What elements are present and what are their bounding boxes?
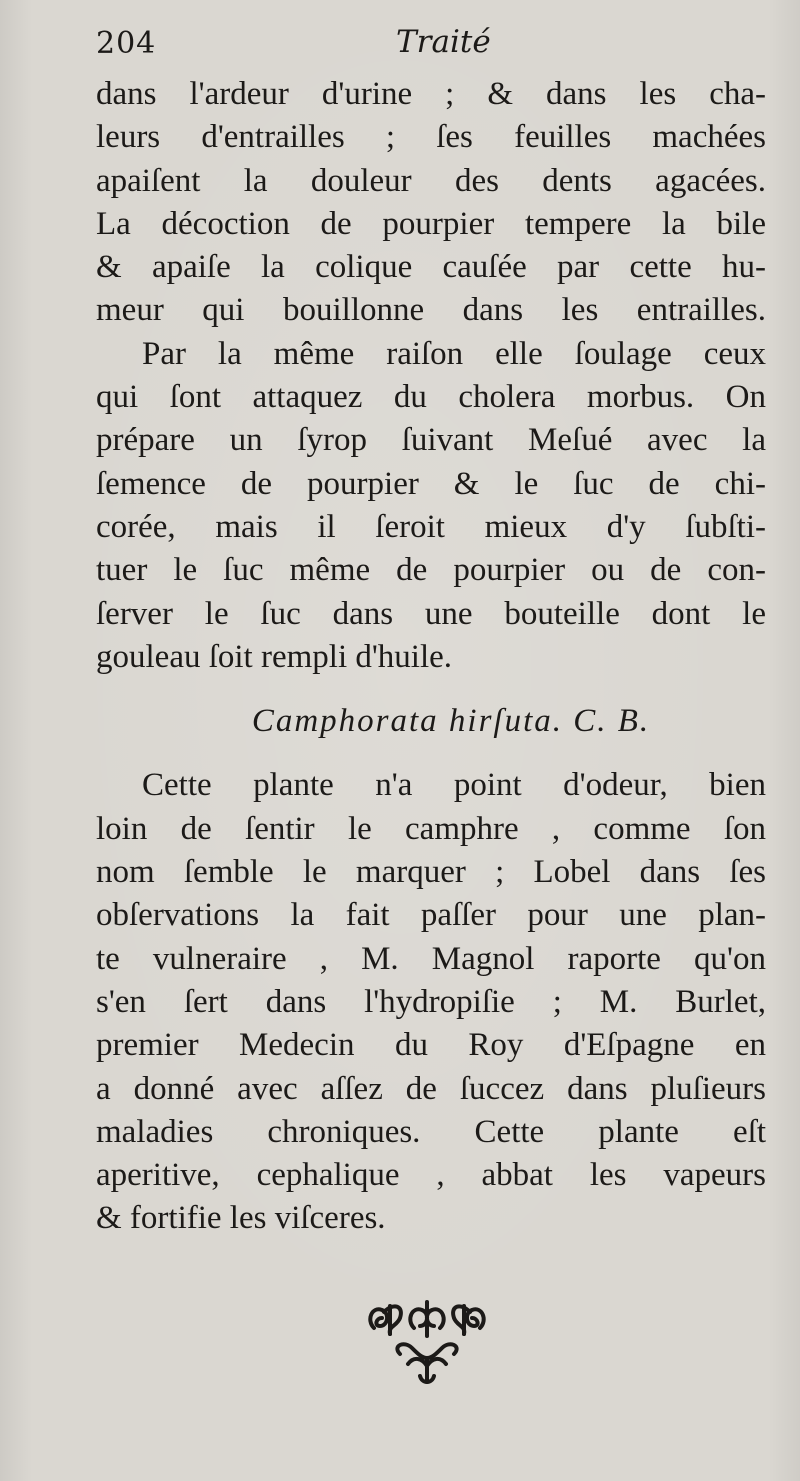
text-line: premier Medecin du Roy d'Eſpagne en [96, 1027, 766, 1064]
text-line: apaiſent la douleur des dents agacées. [96, 162, 766, 199]
paragraph-3 [96, 764, 766, 1240]
text-line: Par la même raiſon elle ſoulage ceux [142, 335, 766, 372]
text-line: gouleau ſoit rempli d'huile. [96, 638, 453, 675]
paragraph-2 [96, 333, 766, 679]
text-line: maladies chroniques. Cette plante eſt [96, 1113, 766, 1150]
text-line: tuer le ſuc même de pourpier ou de con- [96, 552, 766, 589]
text-line: a donné avec aſſez de ſuccez dans pluſieurs [96, 1070, 766, 1107]
section-heading: Camphorata hirſuta. C. B. [251, 703, 651, 740]
text-line: te vulneraire , M. Magnol raporte qu'on [96, 940, 766, 977]
paragraph-1 [96, 73, 766, 333]
page-number: 204 [96, 26, 157, 61]
text-line: s'en ſert dans l'hydropiſie ; M. Burlet, [96, 983, 766, 1020]
text-line: obſervations la fait paſſer pour une plan- [96, 897, 766, 934]
running-head [96, 22, 766, 66]
text-line: qui ſont attaquez du cholera morbus. On [96, 379, 766, 416]
text-line: La décoction de pourpier tempere la bile [96, 205, 766, 242]
text-line: aperitive, cephalique , abbat les vapeurs [96, 1157, 766, 1194]
text-line: corée, mais il ſeroit mieux d'y ſubſti- [96, 508, 766, 545]
text-line: & fortifie les viſceres. [96, 1200, 386, 1237]
text-line: meur qui bouillonne dans les entrailles. [96, 292, 766, 329]
text-line: prépare un ſyrop ſuivant Meſué avec la [96, 422, 766, 459]
running-title: Traité [396, 24, 491, 60]
text-line: loin de ſentir le camphre , comme ſon [96, 810, 766, 847]
body-text [96, 73, 766, 1241]
text-line: ſerver le ſuc dans une bouteille dont le [96, 595, 766, 632]
text-line: nom ſemble le marquer ; Lobel dans ſes [96, 854, 766, 891]
text-line: Cette plante n'a point d'odeur, bien [142, 767, 766, 804]
text-line: ſemence de pourpier & le ſuc de chi- [96, 465, 766, 502]
printers-ornament-icon [364, 1292, 490, 1392]
text-line: leurs d'entrailles ; ſes feuilles machées [96, 119, 766, 156]
text-line: dans l'ardeur d'urine ; & dans les cha- [96, 76, 766, 112]
text-line: & apaiſe la colique cauſée par cette hu- [96, 249, 766, 286]
